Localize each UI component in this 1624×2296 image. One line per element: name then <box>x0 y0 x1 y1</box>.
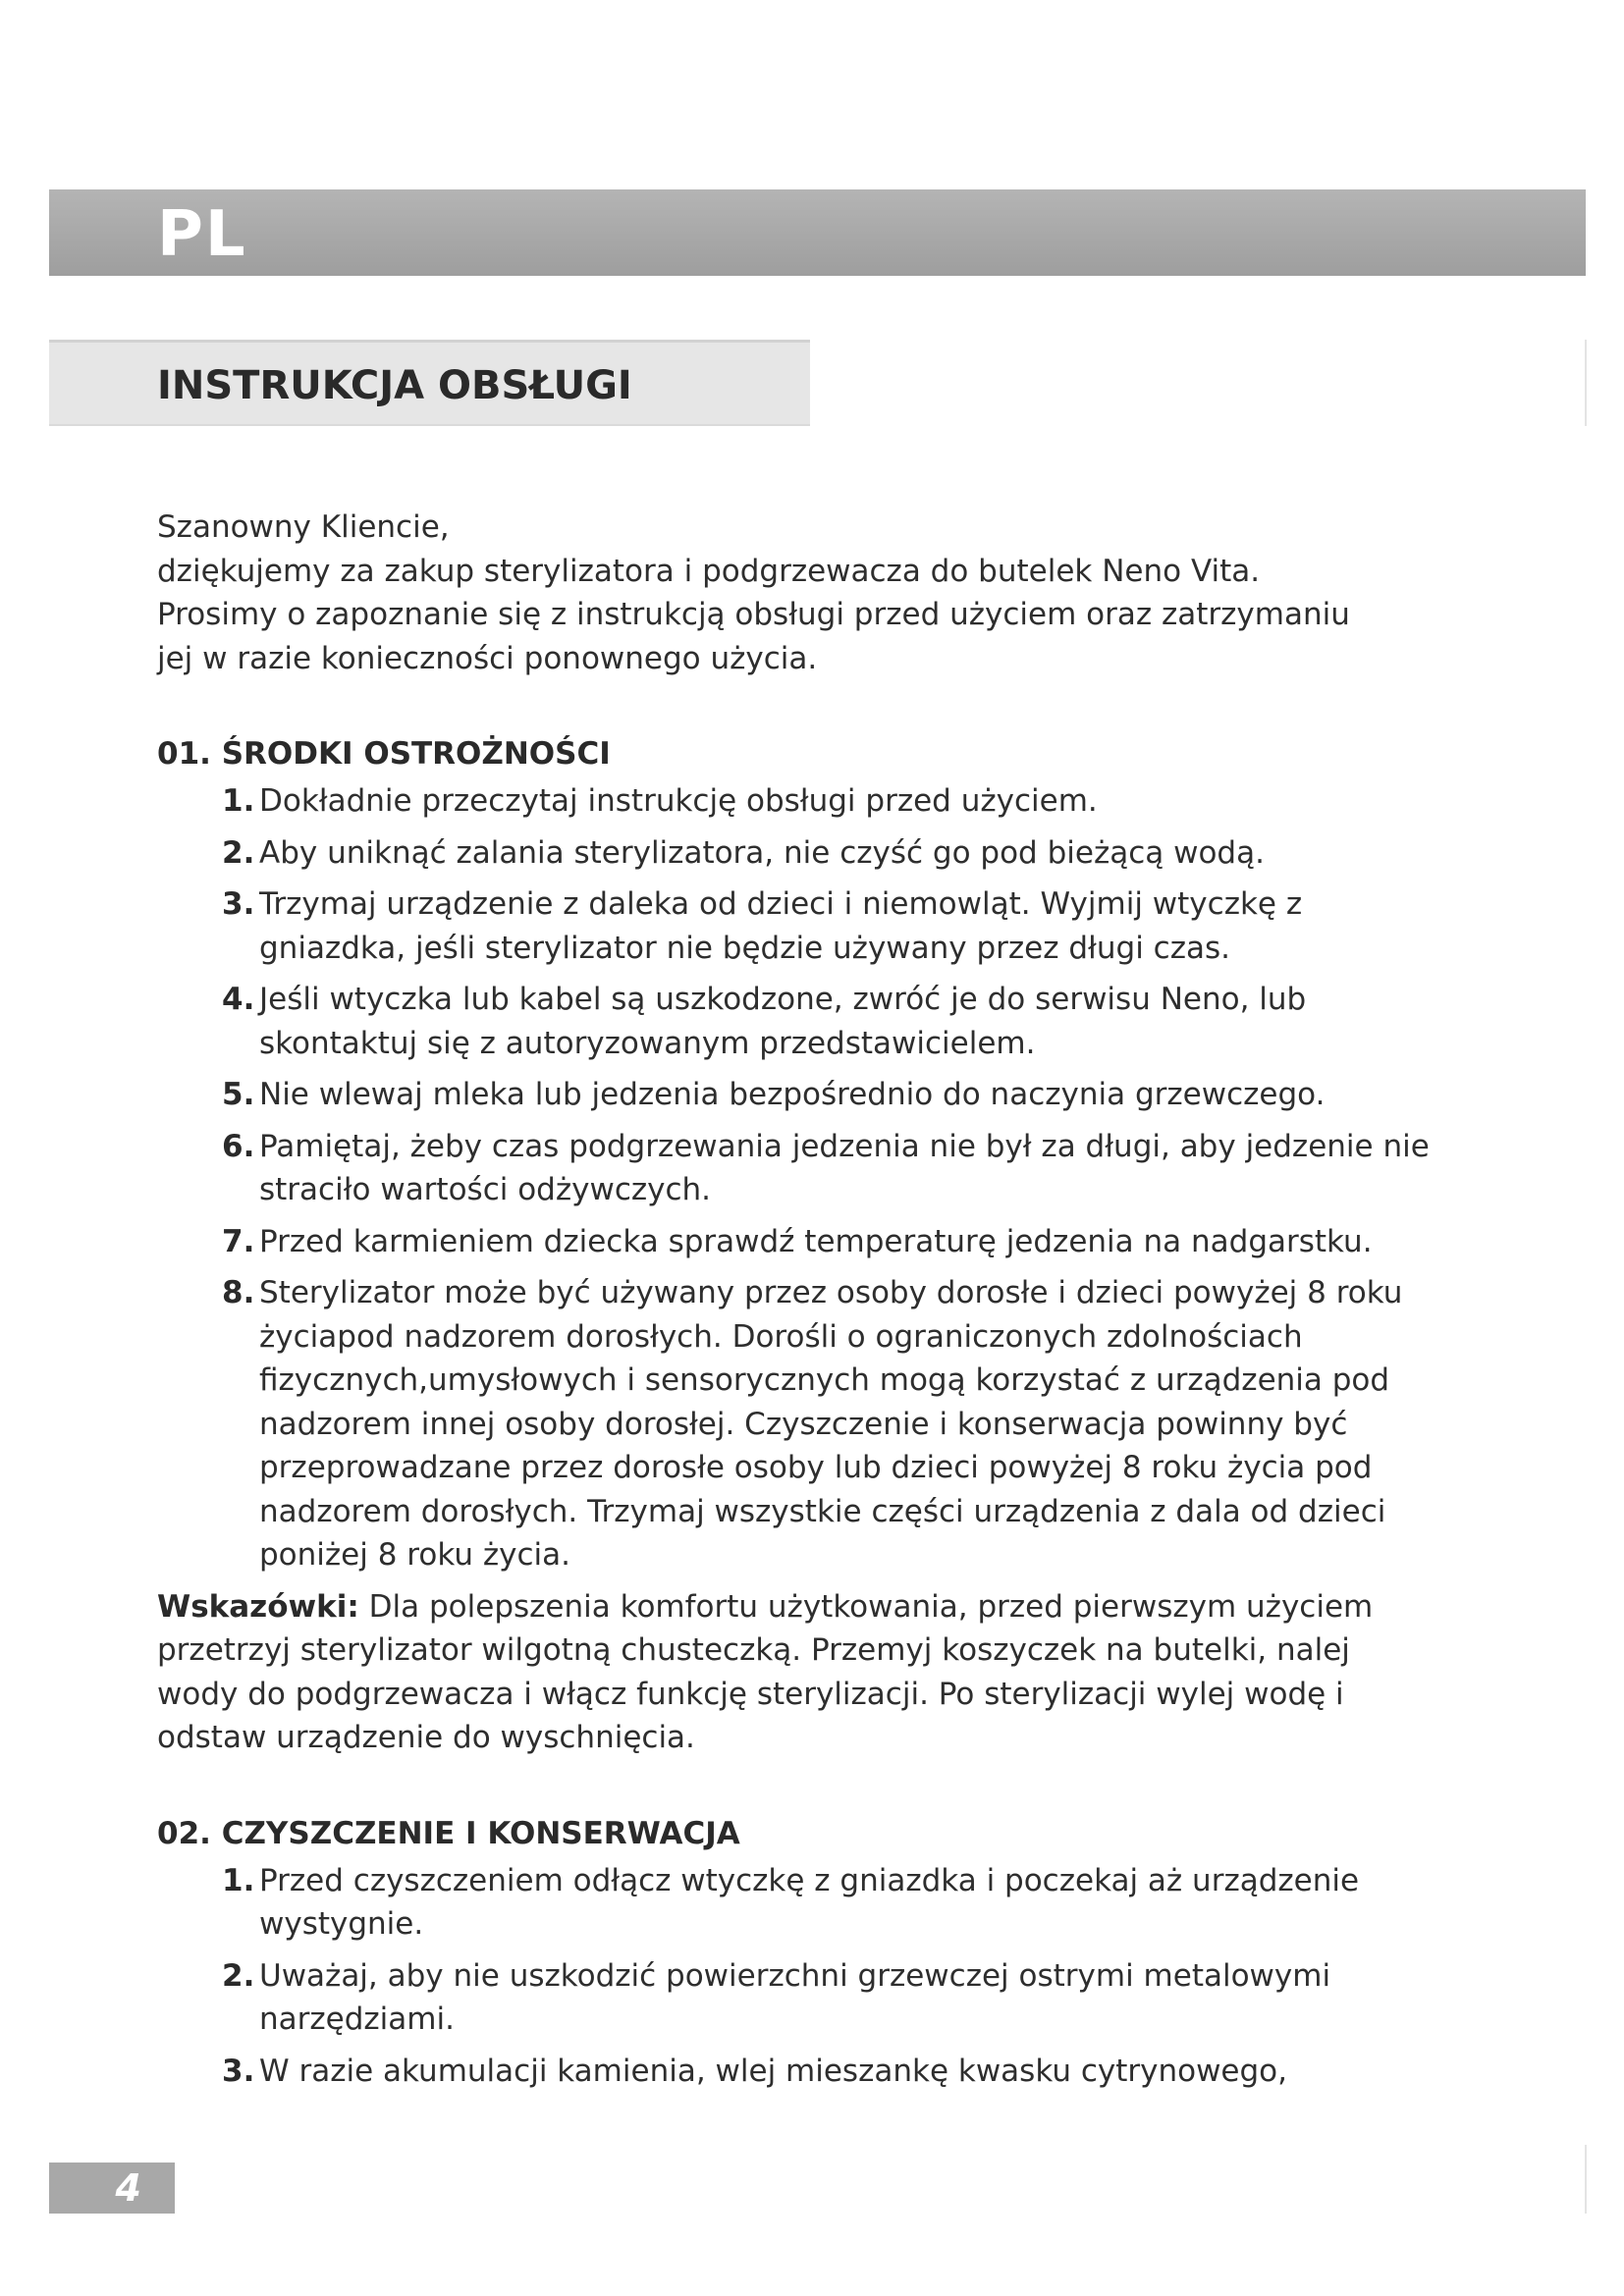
document-title-band <box>49 340 810 426</box>
item-number: 3. <box>222 2053 255 2089</box>
list-item <box>157 1220 1434 1264</box>
intro-line: Prosimy o zapoznanie się z instrukcją obsługi przed użyciem oraz zatrzymaniu <box>157 597 1350 632</box>
page-number: 4 <box>115 2166 141 2210</box>
item-number: 5. <box>222 1077 255 1112</box>
right-edge-mark-bottom <box>1585 2145 1587 2214</box>
item-text: Uważaj, aby nie uszkodzić powierzchni grzewczej ostrymi metalowymi narzędziami. <box>259 1957 1331 2037</box>
section-title-precautions: 01. ŚRODKI OSTROŻNOŚCI <box>157 736 611 772</box>
intro-line: jej w razie konieczności ponownego użycia. <box>157 640 818 676</box>
item-number: 1. <box>222 1862 255 1898</box>
list-item <box>157 978 1434 1065</box>
intro-line: Szanowny Kliencie, <box>157 509 450 545</box>
list-item <box>157 1073 1434 1117</box>
intro-line: dziękujemy za zakup sterylizatora i podgrzewacza do butelek Neno Vita. <box>157 553 1261 589</box>
tips-label: Wskazówki: <box>157 1588 359 1625</box>
item-number: 8. <box>222 1275 255 1310</box>
item-text: Sterylizator może być używany przez osoby dorosłe i dzieci powyżej 8 roku życiapod nadzorem dorosłych. Dorośli o ograniczonych zdolnościach fizycznych,umysłowych i sensorycznych mogą korzystać z urządzenia pod nadzorem innej osoby dorosłej. Czyszczenie i konserwacja powinny być przeprowadzane przez dorosłe osoby lub dzieci powyżej 8 roku życia pod nadzorem dorosłych. Trzymaj wszystkie części urządzenia z dala od dzieci poniżej 8 roku życia. <box>259 1275 1403 1573</box>
page-number-badge <box>49 2163 175 2214</box>
language-code: PL <box>157 198 247 271</box>
item-text: W razie akumulacji kamienia, wlej mieszankę kwasku cytrynowego, <box>259 2053 1287 2089</box>
item-text: Trzymaj urządzenie z daleka od dzieci i niemowląt. Wyjmij wtyczkę z gniazdka, jeśli sterylizator nie będzie używany przez długi czas. <box>259 886 1303 966</box>
list-item <box>157 1271 1434 1577</box>
item-text: Dokładnie przeczytaj instrukcję obsługi przed użyciem. <box>259 783 1098 819</box>
tips-paragraph <box>157 1585 1434 1760</box>
list-item <box>157 2050 1434 2094</box>
item-number: 3. <box>222 886 255 922</box>
item-number: 4. <box>222 982 255 1017</box>
item-number: 2. <box>222 1957 255 1994</box>
list-item <box>157 1954 1434 2042</box>
tips-text: Dla polepszenia komfortu użytkowania, przed pierwszym użyciem przetrzyj sterylizator wilgotną chusteczką. Przemyj koszyczek na butelki, nalej wody do podgrzewacza i włącz funkcję sterylizacji. Po sterylizacji wylej wodę i odstaw urządzenie do wyschnięcia. <box>157 1588 1374 1755</box>
document-title: INSTRUKCJA OBSŁUGI <box>157 363 632 408</box>
list-item <box>157 882 1434 970</box>
item-text: Jeśli wtyczka lub kabel są uszkodzone, zwróć je do serwisu Neno, lub skontaktuj się z autoryzowanym przedstawicielem. <box>259 982 1307 1061</box>
item-text: Aby uniknąć zalania sterylizatora, nie czyść go pod bieżącą wodą. <box>259 834 1265 871</box>
item-text: Przed czyszczeniem odłącz wtyczkę z gniazdka i poczekaj aż urządzenie wystygnie. <box>259 1862 1360 1942</box>
item-number: 1. <box>222 783 255 819</box>
list-item <box>157 1859 1434 1947</box>
item-number: 7. <box>222 1223 255 1259</box>
list-item <box>157 1125 1434 1212</box>
item-text: Nie wlewaj mleka lub jedzenia bezpośrednio do naczynia grzewczego. <box>259 1077 1326 1112</box>
right-edge-mark-top <box>1585 340 1587 426</box>
precautions-list <box>157 779 1434 1577</box>
page-content <box>157 506 1434 2101</box>
section-title-cleaning: 02. CZYSZCZENIE I KONSERWACJA <box>157 1815 740 1851</box>
intro-paragraph <box>157 506 1434 680</box>
item-number: 6. <box>222 1128 255 1164</box>
item-text: Pamiętaj, żeby czas podgrzewania jedzenia nie był za długi, aby jedzenie nie straciło wartości odżywczych. <box>259 1128 1430 1207</box>
item-number: 2. <box>222 834 255 871</box>
list-item <box>157 831 1434 876</box>
item-text: Przed karmieniem dziecka sprawdź temperaturę jedzenia na nadgarstku. <box>259 1223 1373 1259</box>
list-item <box>157 779 1434 824</box>
language-header-band <box>49 189 1586 276</box>
cleaning-list <box>157 1859 1434 2094</box>
